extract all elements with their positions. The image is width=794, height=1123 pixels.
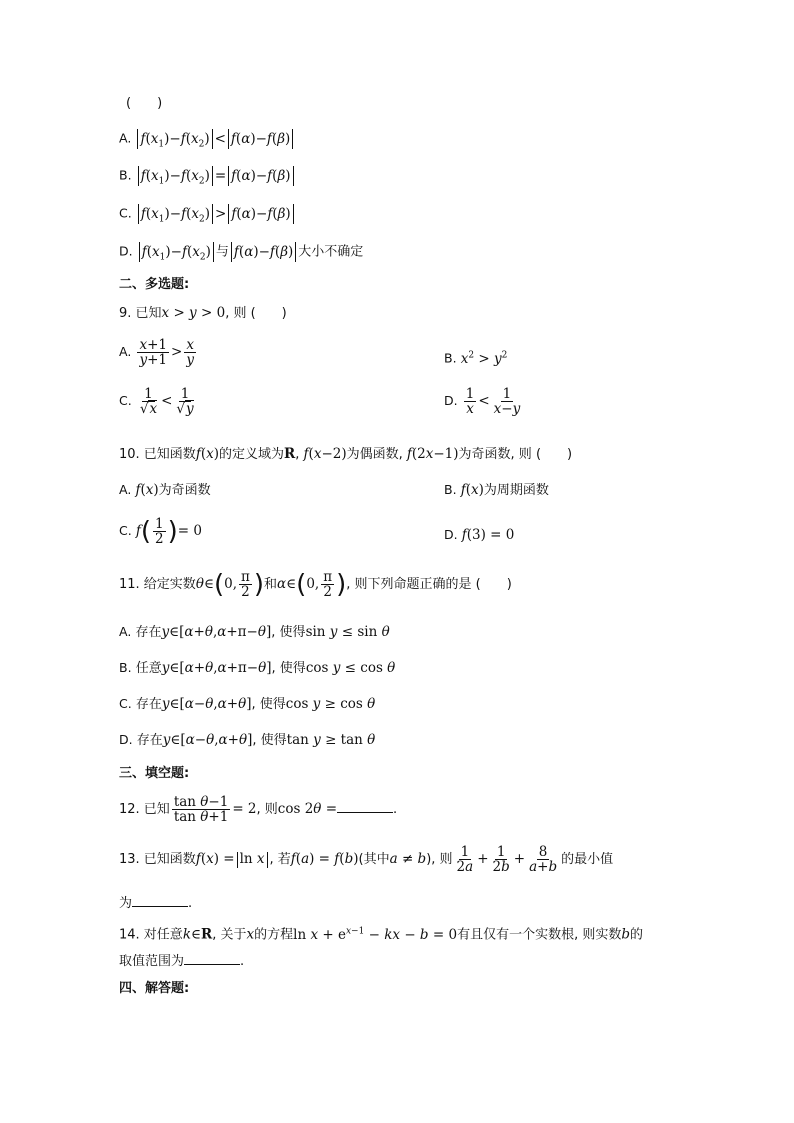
q10-stem: 10. 已知函数f(x)的定义域为R, f(x−2)为偶函数, f(2x−1)为奇函数, 则 ( )	[119, 446, 573, 462]
q12-stem: 12. 已知 $\frac{\text{tan θ−1}}{\text{tan θ+1}}$ = 2, 则cos 2θ = .	[119, 794, 398, 825]
answer-blank[interactable]	[184, 952, 240, 965]
text: 有且仅有一个实数根, 则实数	[457, 927, 622, 943]
text: .	[393, 802, 398, 817]
q8-option-b: B. $f(x_1)-f(x_2) = f(\alpha)-f(\beta)$	[119, 166, 296, 190]
text: 的	[629, 927, 643, 943]
text: , 关于	[212, 927, 247, 943]
option-label: D.	[444, 393, 458, 408]
text: 为偶函数,	[346, 447, 403, 462]
text: ,	[295, 447, 300, 462]
text: 取值范围为	[119, 954, 185, 969]
text: , 使得	[271, 625, 306, 640]
text: 为周期函数	[483, 483, 549, 498]
text: 和	[264, 577, 278, 592]
q8-option-d: D. $f(x_1)-f(x_2)$ 与 f(α)−f(β) 大小不确定	[119, 243, 364, 263]
section-heading: 二、多选题:	[119, 277, 190, 292]
text: 14. 对任意	[119, 927, 183, 943]
text: (其中	[358, 852, 390, 867]
text: 为奇函数, 则 ( )	[458, 447, 573, 462]
option-label: A.	[119, 344, 132, 359]
option-label: D.	[444, 527, 458, 542]
q13-stem: 13. 已知函数f(x) = ln x , 若f(a) = f(b)(其中a ≠ b), 则 $\frac{1}{2a}$ + $\frac{1}{2b}$ + $\frac{8}{a+b}$ 的最小值	[119, 844, 614, 875]
text: , 若	[269, 852, 291, 867]
option-label: B.	[119, 167, 132, 183]
option-label: A.	[119, 482, 132, 497]
q11-option-b: B. 任意y∈[α+θ,α+π−θ], 使得cos y ≤ cos θ	[119, 660, 396, 676]
option-label: B.	[444, 350, 457, 366]
option-label: C.	[119, 205, 132, 221]
option-label: D.	[119, 732, 133, 747]
q14-stem: 14. 对任意k∈R, 关于x的方程$\ln x + e^{x-1}$ − kx − b = 0有且仅有一个实数根, 则实数b的	[119, 926, 643, 943]
q13-line2	[119, 894, 192, 913]
option-label: C.	[119, 696, 132, 711]
q8-option-a: A. $f(x_1)-f(x_2) < f(\alpha)-f(\beta)$	[119, 129, 295, 153]
section-heading: 四、解答题:	[119, 981, 190, 996]
option-label: A.	[119, 130, 132, 146]
option-label: C.	[119, 523, 132, 538]
text: 的最小值	[561, 852, 614, 867]
text: , 使得	[252, 733, 287, 748]
option-label: D.	[119, 243, 133, 259]
q9-option-a: A. $\frac{x+1}{y+1}$ > $\frac{x}{y}$	[119, 337, 194, 368]
text: ), 则	[426, 852, 453, 867]
text: 11. 给定实数	[119, 577, 196, 592]
text: 任意	[135, 661, 162, 676]
q11-option-a: A. 存在y∈[α+θ,α+π−θ], 使得sin y ≤ sin θ	[119, 624, 390, 640]
text: , 使得	[271, 661, 306, 676]
q10-option-d: D. f(3) = 0	[444, 527, 515, 543]
q9-option-c: C. $\frac{1}{√x}$ < $\frac{1}{√y}$	[119, 386, 194, 417]
text: , 则下列命题正确的是 ( )	[346, 577, 512, 592]
q11-option-c: C. 存在y∈[α−θ,α+θ], 使得cos y ≥ cos θ	[119, 696, 376, 712]
text: 存在	[136, 733, 163, 748]
text: 存在	[135, 625, 162, 640]
text: 为	[119, 896, 133, 911]
text: .	[240, 954, 245, 969]
text: 与	[215, 244, 229, 260]
option-label: B.	[119, 660, 132, 675]
answer-blank[interactable]	[337, 800, 393, 813]
answer-blank[interactable]	[132, 894, 188, 907]
text: , 则	[256, 802, 278, 817]
text: , 则 ( )	[225, 306, 287, 321]
q10-option-a: A. f(x)为奇函数	[119, 482, 211, 498]
q8-option-c: C. $f(x_1)-f(x_2) > f(\alpha)-f(\beta)$	[119, 204, 296, 228]
q9-stem: 9. 已知x > y > 0, 则 ( )	[119, 305, 287, 321]
section-heading: 三、填空题:	[119, 766, 190, 781]
text: 9. 已知	[119, 306, 162, 321]
text: 存在	[135, 697, 162, 712]
text: 13. 已知函数	[119, 852, 196, 867]
q14-line2	[119, 952, 244, 971]
option-label: B.	[444, 482, 457, 497]
option-label: C.	[119, 393, 132, 408]
q9-option-d: D. $\frac{1}{x}$ < $\frac{1}{x-y}$	[444, 386, 521, 417]
q10-option-c: C. f( $\frac{1}{2}$ )= 0	[119, 516, 202, 547]
text: 的定义域为	[219, 447, 285, 462]
text: 的方程	[254, 927, 294, 943]
text: .	[188, 896, 193, 911]
text: 为奇函数	[158, 483, 211, 498]
text: 10. 已知函数	[119, 447, 196, 462]
option-label: A.	[119, 624, 132, 639]
text: , 使得	[251, 697, 286, 712]
text: 12. 已知	[119, 802, 170, 817]
q10-option-b: B. f(x)为周期函数	[444, 482, 549, 498]
q11-option-d: D. 存在y∈[α−θ,α+θ], 使得tan y ≥ tan θ	[119, 732, 376, 748]
question-answer-paren: ( )	[126, 96, 163, 111]
q9-option-b: B. $x^2 > y^2$	[444, 350, 508, 367]
text: 大小不确定	[298, 244, 364, 260]
q11-stem: 11. 给定实数θ∈(0, $\frac{\pi}{2}$ )和α∈(0, $\frac{\pi}{2}$ ), 则下列命题正确的是 ( )	[119, 569, 512, 600]
